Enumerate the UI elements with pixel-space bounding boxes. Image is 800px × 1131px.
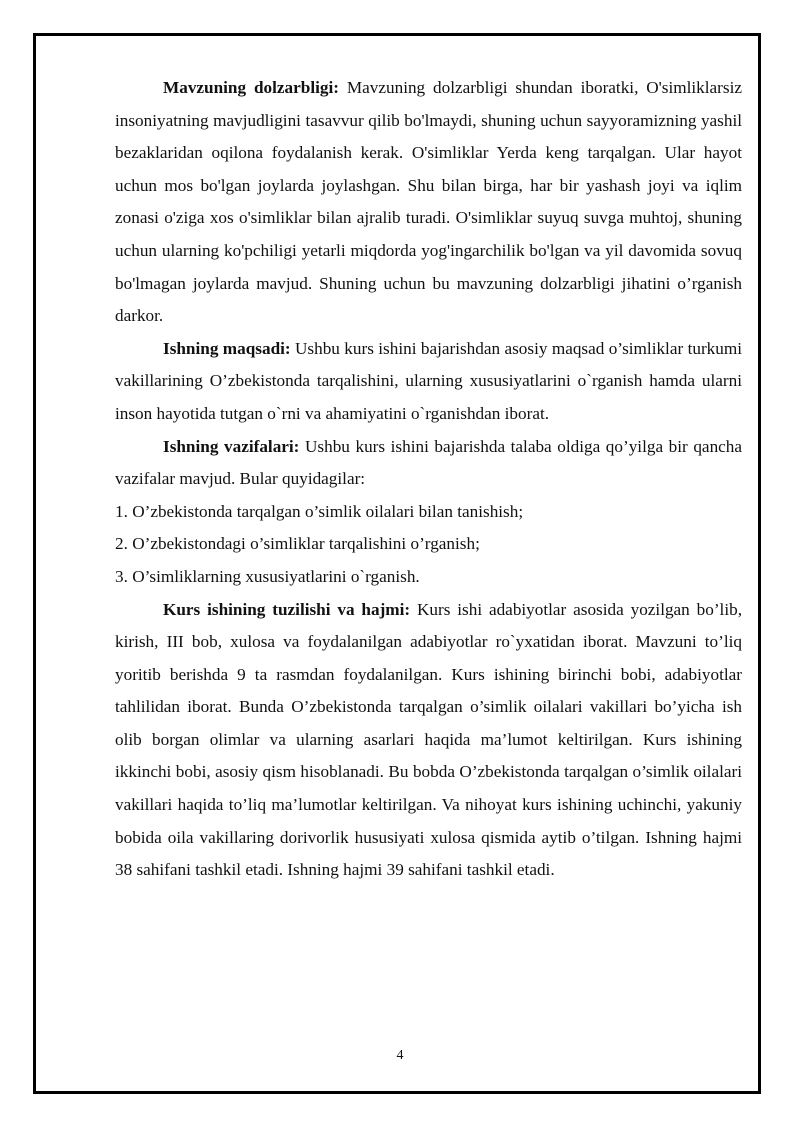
document-body	[115, 72, 742, 887]
goal-text: Ushbu kurs ishini bajarishdan asosiy maqsad o’simliklar turkumi vakillarining O’zbekistonda tarqalishini, ularning xususiyatlarini o`rganish hamda ularni inson hayotida tutgan o`rni va ahamiyatini o`rganishdan iborat.	[115, 338, 742, 423]
structure-text: Kurs ishi adabiyotlar asosida yozilgan bo’lib, kirish, III bob, xulosa va foydalanilgan adabiyotlar ro`yxatidan iborat. Mavzuni to’liq yoritib berishda 9 ta rasmdan foydalanilgan. Kurs ishining birinchi bobi, adabiyotlar tahlilidan iborat. Bunda O’zbekistonda tarqalgan o’simlik oilalari vakillari bo’yicha ish olib borgan olimlar va ularning asarlari haqida ma’lumot keltirilgan. Kurs ishining ikkinchi bobi, asosiy qism hisoblanadi. Bu bobda O’zbekistonda tarqalgan o’simlik oilalari vakillari haqida to’liq ma’lumotlar keltirilgan. Va nihoyat kurs ishining uchinchi, yakuniy bobida oila vakillaring dorivorlik hususiyati xulosa qismida aytib o’tilgan. Ishning hajmi 38 sahifani tashkil etadi. Ishning hajmi 39 sahifani tashkil etadi.	[115, 599, 742, 880]
relevance-paragraph	[115, 72, 742, 333]
task-item-3: 3. O’simliklarning xususiyatlarini o`rganish.	[115, 566, 420, 586]
tasks-text: Ushbu kurs ishini bajarishda talaba oldiga qo’yilga bir qancha vazifalar mavjud. Bular quyidagilar:	[115, 436, 743, 489]
relevance-text: Mavzuning dolzarbligi shundan iboratki, O'simliklarsiz insoniyatning mavjudligini tasavvur qilib bo'lmaydi, shuning uchun sayyoramizning yashil bezaklaridan oqilona foydalanish kerak. O'simliklar Yerda keng tarqalgan. Ular hayot uchun mos bo'lgan joylarda joylashgan. Shu bilan birga, har bir yashash joyi va iqlim zonasi o'ziga xos o'simliklar bilan ajralib turadi. O'simliklar suyuq suvga muhtoj, shuning uchun ularning ko'pchiligi yetarli miqdorda yog'ingarchilik bo'lgan va yil davomida sovuq bo'lmagan joylarda mavjud. Shuning uchun bu mavzuning dolzarbligi jihatini o’rganish darkor.	[115, 78, 742, 326]
tasks-paragraph	[115, 431, 742, 496]
goal-paragraph	[115, 333, 742, 431]
page-number: 4	[396, 1048, 404, 1063]
tasks-heading: Ishning vazifalari:	[163, 436, 300, 456]
relevance-heading: Mavzuning dolzarbligi:	[163, 78, 339, 97]
task-item-1: 1. O’zbekistonda tarqalgan o’simlik oilalari bilan tanishish;	[115, 501, 524, 521]
structure-heading: Kurs ishining tuzilishi va hajmi:	[163, 599, 411, 619]
task-item-2: 2. O’zbekistondagi o’simliklar tarqalishini o’rganish;	[115, 534, 480, 554]
goal-heading: Ishning maqsadi:	[163, 338, 291, 358]
structure-paragraph	[115, 594, 742, 887]
